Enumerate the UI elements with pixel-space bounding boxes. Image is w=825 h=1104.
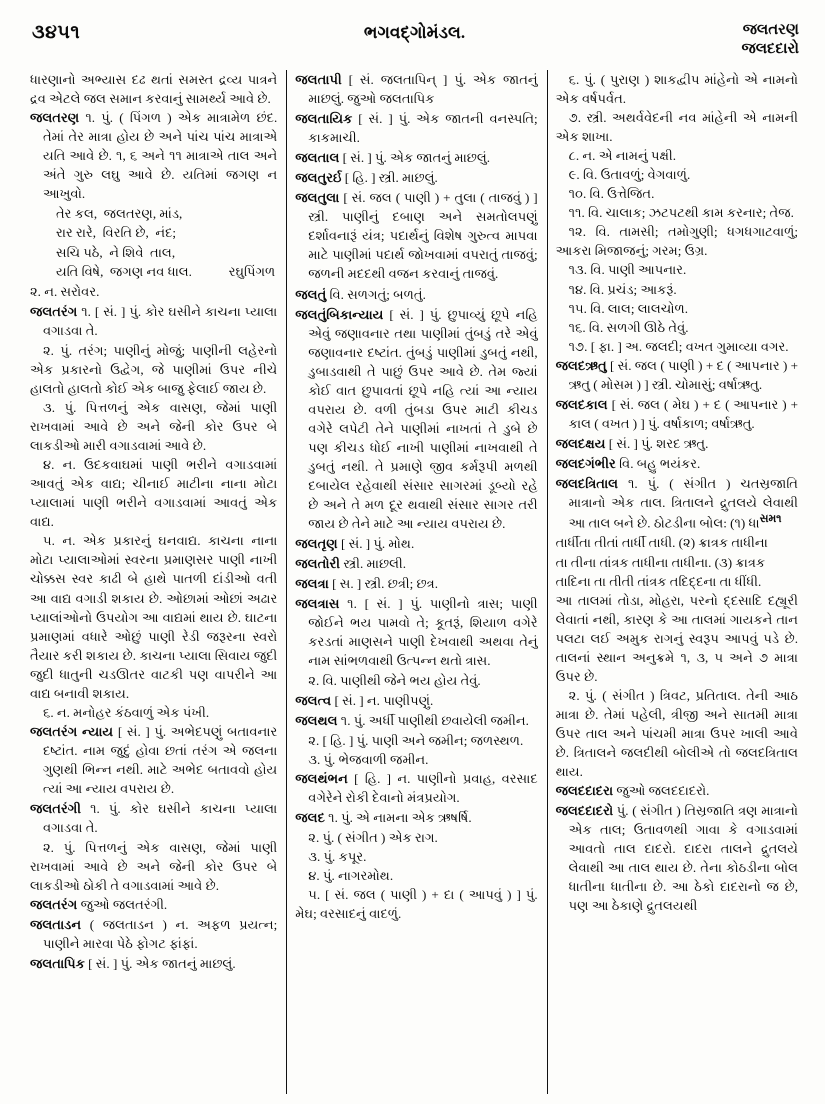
sense-text: [ હિ. ] ન. પાણીનો પ્રવાહ, વરસાદ વગેરેને રોકી દેવાનો મંત્રપ્રયોગ. [308, 770, 538, 805]
entry-line [30, 895, 277, 914]
headword: જલતુંબિકાન્યાય [295, 306, 384, 322]
entry-jalatapi [295, 70, 537, 108]
entry-line [295, 769, 537, 807]
sense-line: ૧૭. [ ફા. ] અ. જલદી; વખત ગુમાવ્યા વગર. [568, 338, 789, 354]
page-folio-number: ૩૪૫૧ [32, 22, 81, 43]
headword: જલતુલા [295, 190, 340, 206]
headword: જલદદાદરો [555, 803, 614, 819]
verse-line-text: સચિ પઠે, ને શિવે તાલ, [56, 244, 176, 260]
sense-line: ૬. ન. મનોહર કંઠવાળું એક પંખી. [43, 704, 210, 720]
entry-jalatarang-crossref [30, 895, 277, 914]
sense-text: [ સં. ] પું. એક જાતની વનસ્પતિ; કાકમાચી. [308, 111, 538, 146]
sense-text: [ સ. ] સ્ત્રી. છત્રી; છત્ર. [332, 576, 438, 592]
sense-text: [ સં. ] પું. એક જાતનું માછલું. [342, 150, 491, 166]
sense-line: ૧૧. વિ. ચાલાક; ઝટપટથી કામ કરનાર; તેજ. [568, 205, 794, 221]
carryover-paragraph: ધારણાનો અભ્યાસ દઢ થતાં સમસ્ત દ્રવ્ય પાત્રને દ્રવ એટલે જલ સમાન કરવાનું સામર્થ્ય આવે છે. [30, 72, 278, 107]
sense-line: ૬. પું. ( પુરાણ ) શાકદ્વીપ માંહેનો એ નામનો એક વર્ષપર્વત. [555, 72, 798, 107]
entry-jalatras [295, 594, 537, 690]
sense-line: ૮. ન. એ નામનું પક્ષી. [568, 148, 677, 164]
sense-text: [ સં. ] પું. છુપાવ્યું છૂપે નહિ એવું જણાવનાર તથા પાણીમાં તુંબડું તરે એવું જણાવનાર દષ્ટાંત. તુંબડું પાણીમાં ડુબતું નથી, ડુબાડવાથી તે પાછું ઉપર આવે છે. તેમ જ્યાં કોઈ વાત છુપાવતાં છૂપે નહિ ત્યાં આ ન્યાય વપરાય છે. વળી તુંબડા ઉપર માટી કીચડ વગેરે લપેટી તેને પાણીમાં નાખતાં તે ડુબે છે પણ કીચડ ધોઈ નાખી પાણીમાં નાખવાથી તે ડુબતું નથી. તે પ્રમાણે જીવ કર્મરૂપી મળથી દબાયેલ રહેવાથી સંસાર સાગરમાં ડૂબ્યો રહે છે અને તે મળ દૂર થવાથી સંસાર સાગર તરી જાય છે તેને માટે આ ન્યાય વપરાય છે. [308, 306, 538, 532]
entry-jalatal [295, 148, 537, 167]
sense-continuation: આ તાલમાં તોડા, મોહરા, પરનો દ્દસાદિ દહ્યૂરી લેવાતાં નથી, કારણ કે આ તાલમાં ગાયકને તાન પલટા લઈ અમુક રાગનું સ્વરૂપ આપવું પડે છે. તાલનાં સ્થાન અનુક્રમે ૧, ૩, ૫ અને ૭ માત્રા ઉપર છે. [555, 592, 798, 684]
sense-text: વિ. સળગતું; બળતું. [329, 286, 426, 302]
entry-jalathambhan [295, 769, 537, 807]
cross-reference-text: જુઓ જલતરંગી. [80, 897, 168, 913]
verse-attribution: રઘુપિંગળ [228, 263, 276, 279]
sense-text: ૧. [ સં. ] પું. પાણીનો ત્રાસ; પાણી જોઈને ભય પામવો તે; કૂતરૂં, શિયાળ વગેરે કરડતાં માણસને પાણી દેખવાથી અથવા તેનું નામ સાંભળવાથી ઉત્પન્ન થતો ત્રાસ. [308, 596, 538, 669]
sense-text: ( જલતાડન ) ન. અફળ પ્રયત્ન; પાણીને મારવા પેઠે ફોગટ ફાંફાં. [43, 917, 278, 952]
column-3 [548, 70, 807, 1094]
headword: જલદઋતુ [555, 357, 607, 373]
tala-notation-line: તા તીના તાંત્રક તાધીના તાધીના. (૩) ક્રાત્રક [555, 554, 766, 570]
headword: જલત્રા [295, 576, 329, 592]
sense-text: સ્ત્રી. માછલી. [343, 556, 407, 572]
entry-line [30, 302, 277, 340]
entry-jalatumbikanyaya [295, 305, 537, 534]
catchword-first: જલતરણ [742, 22, 799, 38]
entry-line [30, 722, 277, 798]
sense-text: વિ. બહુ ભયંકર. [619, 455, 701, 471]
entry-jaladdadaro [556, 801, 798, 915]
headword: જલતું [295, 286, 327, 302]
sense-line: ૨. પું. ( સંગીત ) એક રાગ. [308, 829, 438, 845]
headword: જલતરંગ [30, 897, 78, 913]
entry-line [295, 285, 537, 304]
sense-line: ૨. વિ. પાણીથી જેને ભય હોય તેવું. [308, 673, 481, 689]
entry-line [295, 808, 537, 827]
verse-line-text: રાર રારે, વિરતિ છે, નંદ; [56, 225, 177, 241]
entry-line [295, 305, 537, 534]
column-1 [22, 70, 286, 1094]
verse-quotation [30, 204, 277, 280]
entry-line [295, 711, 537, 730]
sense-line: ૧૬. વિ. સળગી ઊઠે તેવું. [568, 319, 689, 335]
sense-text: [ સં. ] પું. શરદ ઋતુ. [608, 435, 709, 451]
sense-text: [ સં. ] પું. એક જાતનું માછલું. [88, 956, 236, 972]
entry-jalataran [30, 108, 277, 301]
sense-line: ૧૫. વિ. લાલ; લાલચોળ. [568, 300, 689, 316]
sense-text: [ હિ. ] સ્ત્રી. માછલું. [344, 170, 438, 186]
sense-line: ૨. [ હિ. ] પું. પાણી અને જમીન; જળસ્થળ. [308, 732, 524, 748]
sense-text: ૧. પું. ( પિંગળ ) એક માત્રામેળ છંદ. તેમાં તેર માત્રા હોય છે અને પાંચ પાંચ માત્રાએ યતિ આવે છે. ૧, ૬ અને ૧૧ માત્રાએ તાલ અને અંતે ગુરુ લઘુ આવે છે. યતિમાં જગણ ન આખુવો. [43, 110, 278, 202]
headword: જલદદાદરા [555, 783, 614, 799]
entry-jalaturari [295, 168, 537, 187]
sense-line: ૪. ન. ઉદકવાઘમાં પાણી ભરીને વગાડવામાં આવતું એક વાદ્ય; ચીનાઈ માટીના નાના મોટા પ્યાલામાં પાણી ભરીને વગાડવામાં આવતું એક વાદ્ય. [30, 457, 278, 530]
headword: જલતરંગ ન્યાય [30, 723, 114, 739]
sense-line: ૨. પું. ( સંગીત ) ત્રિવટ, પ્રતિતાલ. તેની આઠ માત્રા છે. તેમાં પહેલી, ત્રીજી અને સાતમી માત્રા ઉપર તાલ અને પાંચમી માત્રા ઉપર ખાલી આવે છે. ત્રિતાલને જલદીથી બોલીએ તો જલદત્રિતાલ થાય. [555, 687, 798, 780]
verse-line [56, 223, 277, 242]
entry-line [30, 108, 277, 203]
sense-text: [ સં. જલ ( પાણી ) + દ ( આપનાર ) + ઋતુ ( મોસમ ) ] સ્ત્રી. ચોમાસું; વર્ષાઋતુ. [568, 357, 798, 392]
headword: જલતુરર્ઇ [295, 170, 342, 186]
verse-line [56, 243, 277, 262]
entry-line [556, 474, 798, 533]
sense-line: ૩. પું. પિત્તળનું એક વાસણ, જેમાં પાણી રાખવામાં આવે છે અને જેની કોર ઉપર બે લાકડીઓ મારી વગાડવામાં આવે છે. [30, 400, 278, 454]
entry-line [295, 691, 537, 710]
verse-line-text: યતિ વિષે, જગણ નવ ધાલ. [56, 263, 192, 279]
sense-line: ૨. ન. સરોવર. [30, 283, 100, 299]
entry-jalathal [295, 711, 537, 769]
tala-notation-line: તાર્ધીતા તીતાં તાર્ધી તાધી. (૨) ક્રાત્રક તાધીના [555, 535, 768, 551]
entry-line [556, 434, 798, 453]
entry-jalatarang-nyaya [30, 722, 277, 798]
entry-line [295, 554, 537, 573]
sense-text: ૧. પું. ( સંગીત ) ચતસ્રજાતિ માત્રાનો એક તાલ. ત્રિતાલને દ્રુતલયે લેવાથી આ તાલ બને છે. ઠોટડીના બોલ: (૧) ધા [568, 475, 798, 531]
tala-sam-marker: સમ૧ [759, 513, 782, 526]
headword: જલતાલ [295, 150, 340, 166]
entry-jalatapik [30, 954, 277, 973]
entry-line [295, 70, 537, 108]
headword: જલત્વ [295, 692, 332, 708]
entry-jaladgambhir [556, 454, 798, 473]
sense-text: [ સં. ] પું. મોથ. [340, 536, 415, 552]
entry-line [295, 534, 537, 553]
sense-line: ૪. પું. નાગરમોથ. [308, 867, 394, 883]
catchword-block [742, 21, 799, 59]
entry-line [30, 799, 277, 837]
headword: જલતરંગ [30, 303, 78, 319]
headword: જલતાપિક [30, 956, 85, 972]
verse-line-text: તેર કલ, જલતરણ, માંડ, [56, 206, 183, 222]
verse-line [56, 262, 277, 281]
sense-line: ૯. વિ. ઉતાવળું; વેગવાળું. [568, 167, 691, 183]
sense-line: ૫. ન. એક પ્રકારનું ઘનવાદ્ય. કાચના નાના મોટા પ્યાલાઓમાં સ્વરના પ્રમાણસર પાણી નાખી ચોક્કસ સ્વર કાઢી બે હાથે પાતળી દાંડીઓ વતી આ વાદ્ય વગાડી શકાય છે. ઓછામાં ઓછાં અઢાર પ્યાલાંઓનો ઉપયોગ આ વાદ્યમાં થાય છે. ઘાટના પ્રમાણમાં વધારે ઓછું પાણી રેડી જરૂરના સ્વરો તૈયાર કરી શકાય છે. કાચના પ્યાલા સિવાય જુદી જુદી ધાતુની ચડઊતર વાટકી પણ વાપરીને આ વાદ્ય બનાવી શકાય. [30, 533, 278, 701]
entry-jalatarangi [30, 799, 277, 895]
headword: જલથલ [295, 712, 338, 728]
catchword-last: જલદદારો [741, 40, 799, 57]
headword: જલતોરી [295, 556, 341, 572]
entry-jalatori [295, 554, 537, 573]
headword: જલતાડન [30, 917, 82, 933]
headword: જલતરંગી [30, 801, 82, 817]
sense-text: [ સં. જલ ( પાણી ) + તુલા ( તાજવું ) ] સ્ત્રી. પાણીનું દબાણ અને સમતોલપણું દર્શાવનારૂં યંત્ર; પદાર્થનું વિશેષ ગુરુત્વ માપવા માટે પાણીમાં પદાર્થ જોખવામાં વપરાતું તાજવું; જળની મદદથી વજન કરવાનું તાજવું. [308, 190, 538, 282]
entry-line [30, 954, 277, 973]
book-title: ભગવદ્ગોમંડલ. [363, 23, 466, 42]
sense-line: ૨. પું. પિત્તળનું એક વાસણ, જેમાં પાણી રાખવામાં આવે છે અને જેની કોર ઉપર બે લાકડીઓ ઠોકી તે વગાડવામાં આવે છે. [30, 840, 278, 894]
headword: જલદકાલ [555, 396, 608, 412]
entry-jaladkal [556, 395, 798, 433]
entry-line [295, 594, 537, 670]
sense-text: ૧. પું. કોર ઘસીને કાચના પ્યાલા વગાડવા તે. [43, 801, 278, 836]
headword: જલદગંભીર [555, 455, 616, 471]
sense-line: ૧૦. વિ. ઉત્તેજિત. [568, 186, 655, 202]
entry-jalatula [295, 188, 537, 283]
column-2 [286, 70, 547, 1094]
entry-jalatarang [30, 302, 277, 722]
sense-text: [ સં. ] પું. અભેદપણું બતાવનાર દષ્ટાંત. નામ જુદું હોવા છતાં તરંગ એ જલના ગુણથી ભિન્ન નથી. માટે અભેદ બતાવવો હોય ત્યાં આ ન્યાય વપરાય છે. [43, 723, 278, 796]
headword: જલદત્રિતાલ [555, 475, 619, 491]
sense-text: ૧. [ સં. ] પું. કોર ઘસીને કાચના પ્યાલા વગાડવા તે. [43, 303, 278, 338]
sense-line: ૧૩. વિ. પાણી આપનાર. [568, 262, 687, 278]
entry-line [556, 395, 798, 433]
entry-jaladtrital [556, 474, 798, 781]
entry-line [556, 801, 798, 915]
sense-line: ૨. પું. તરંગ; પાણીનું મોજું; પાણીની લહેરનો એક પ્રકારનો ઉદ્વેગ, જે પાણીમાં ઉપર નીચે હાલતો હાલતો કોઈ એક બાજુ ફેલાઈ જાય છે. [30, 342, 278, 396]
headword: જલદક્ષય [555, 435, 606, 451]
entry-line [295, 109, 537, 147]
running-head [26, 22, 803, 68]
entry-jaladdadara [556, 781, 798, 800]
entry-jalatun [295, 285, 537, 304]
sense-line: ૫. [ સં. જલ ( પાણી ) + દા ( આપવું ) ] પું. મેઘ; વરસાદનું વાદળું. [295, 886, 538, 922]
sense-text: [ સં. જલ ( મેઘ ) + દ ( આપનાર ) + કાલ ( વખત ) ] પું. વર્ષાકાળ; વર્ષાઋતુ. [568, 396, 798, 431]
jalad-continued-senses [556, 70, 798, 356]
headword: જલત્રાસ [295, 596, 340, 612]
sense-text: પું. ( સંગીત ) તિસ્રજાતિ ત્રણ માત્રાનો એક તાલ; ઉતાવળથી ગાવા કે વગાડવામાં આવતો તાલ દાદરો. દાદરા તાલને દ્રુતલયે લેવાથી આ તાલ થાય છે. તેના કોઠડીના બોલ ધાતીના ધાતીના છે. આ ઠેકો દાદરાનો જ છે, પણ આ ઠેકાણે દ્રુતલયથી [568, 803, 798, 914]
entry-jalatra [295, 574, 537, 593]
entry-line [295, 188, 537, 283]
entry-jalad [295, 808, 537, 923]
sense-line: ૧૪. વિ. પ્રચંડ; આકરૂં. [568, 281, 677, 297]
sense-text: [ સં. જલતાપિન્ ] પું. એક જાતનું માછલું. જુઓ જલતાપિક [308, 72, 538, 107]
entry-jalatrun [295, 534, 537, 553]
entry-jalatadan [30, 915, 277, 953]
headword: જલથંભન [295, 770, 348, 786]
headword: જલદ [295, 809, 325, 825]
entry-line [30, 915, 277, 953]
sense-line: ૩. પું. ભેજવાળી જમીન. [308, 751, 429, 767]
cross-reference-text: જુઓ જલદદાદરો. [616, 783, 710, 799]
sense-text: ૧. પું. અર્ધી પાણીથી છવાયેલી જમીન. [340, 712, 529, 728]
entry-jaladkshay [556, 434, 798, 453]
entry-jaladrutu [556, 356, 798, 394]
entry-jalatva [295, 691, 537, 710]
sense-text: ૧. પું. એ નામના એક ઋષર્ષિ. [328, 809, 472, 825]
sense-line: ૩. પું. કપૂર. [308, 848, 367, 864]
tala-notation-line: તાદિના તા તીતી તાંત્રક તદિદ્દના તા ધીંધી. [555, 573, 762, 589]
text-columns [22, 70, 807, 1094]
verse-line [56, 204, 277, 223]
entry-line [295, 168, 537, 187]
entry-line [295, 148, 537, 167]
sense-line: ૧૨. વિ. તામસી; તમોગુણી; ધગધગાટવાળું; આકરા મિજાજનું; ગરમ; ઉગ્ર. [555, 224, 798, 259]
sense-line: ૭. સ્ત્રી. અથર્વવેદની નવ માંહેની એ નામની એક શાખા. [555, 110, 798, 145]
entry-line [556, 781, 798, 800]
sense-text: [ સં. ] ન. પાણીપણું. [334, 692, 434, 708]
entry-jalatayik [295, 109, 537, 147]
entry-line [556, 356, 798, 394]
headword: જલતૃણ [295, 536, 338, 552]
headword: જલતાપી [295, 72, 342, 87]
headword: જલતરણ [30, 110, 80, 126]
entry-line [295, 574, 537, 593]
entry-line [556, 454, 798, 473]
headword: જલતાયિક [295, 111, 353, 127]
